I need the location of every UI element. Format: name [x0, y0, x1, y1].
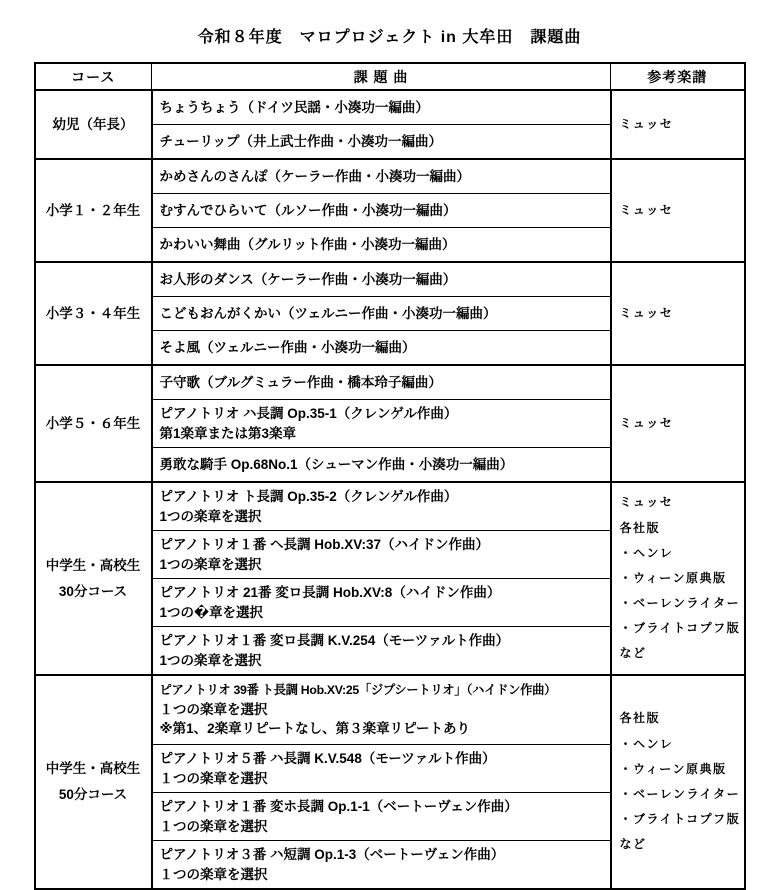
course-label: 30分コース — [58, 583, 128, 599]
reference-item: 各社版 — [619, 520, 661, 535]
piece-note: 1つの楽章を選択 — [159, 508, 262, 524]
piece-title: 勇敢な騎手 Op.68No.1（シューマン作曲・小湊功一編曲） — [159, 456, 514, 472]
reference-item: ・ブライトコプフ版 — [619, 812, 741, 827]
header-reference: 参考楽譜 — [611, 63, 745, 90]
reference-cell — [611, 675, 745, 889]
table-row — [35, 675, 745, 745]
piece-note: 1つの�章を選択 — [159, 604, 264, 620]
course-cell-50min — [35, 675, 152, 889]
piece-note: １つの楽章を選択 — [159, 866, 268, 882]
reference-cell — [611, 482, 745, 675]
course-label: 50分コース — [58, 787, 128, 802]
piece-cell — [152, 365, 611, 400]
course-cell-shogaku34 — [35, 262, 152, 365]
page-title: 令和８年度 マロプロジェクト in 大牟田 課題曲 — [197, 29, 582, 46]
table-row — [35, 482, 745, 531]
reference-item: ・ベーレンライター — [619, 596, 741, 611]
piece-title: チューリップ（井上武士作曲・小湊功一編曲） — [159, 133, 443, 149]
piece-title: むすんでひらいて（ルソー作曲・小湊功一編曲） — [159, 202, 457, 218]
course-label: 中学生・高校生 — [45, 557, 141, 573]
piece-note: 1つの楽章を選択 — [159, 556, 262, 572]
piece-cell — [152, 297, 611, 331]
piece-title: ピアノトリオ１番 変ロ長調 K.V.254（モーツァルト作曲） — [159, 633, 510, 649]
kadaikyoku-table — [34, 62, 746, 890]
reference-item: ミュッセ — [619, 495, 674, 510]
header-piece: 課 題 曲 — [152, 63, 611, 90]
piece-note: １つの楽章を選択 — [159, 701, 268, 717]
piece-title: ピアノトリオ５番 ハ長調 K.V.548（モーツァルト作曲） — [159, 751, 496, 767]
piece-cell — [152, 841, 611, 890]
piece-title: かわいい舞曲（グルリット作曲・小湊功一編曲） — [159, 236, 456, 252]
piece-cell — [152, 400, 611, 448]
course-label: 中学生・高校生 — [45, 761, 141, 777]
piece-title: こどもおんがくかい（ツェルニー作曲・小湊功一編曲） — [159, 305, 497, 321]
reference-cell — [611, 365, 745, 482]
piece-title: ピアノトリオ ハ長調 Op.35-1（クレンゲル作曲） — [159, 406, 458, 422]
course-cell-shogaku56 — [35, 365, 152, 482]
reference-item: など — [619, 837, 647, 852]
piece-title: 子守歌（ブルグミュラー作曲・橋本玲子編曲） — [159, 374, 442, 390]
piece-cell — [152, 448, 611, 483]
piece-note: ※第1、2楽章リピートなし、第３楽章リピートあり — [159, 720, 471, 736]
reference-item: ミュッセ — [619, 305, 674, 320]
piece-title: ピアノトリオ１番 ヘ長調 Hob.XV:37（ハイドン作曲） — [159, 537, 490, 553]
course-cell-30min — [35, 482, 152, 675]
piece-note: １つの楽章を選択 — [159, 818, 268, 834]
piece-cell — [152, 482, 611, 531]
header-row — [35, 63, 745, 90]
piece-cell — [152, 579, 611, 627]
table-row — [35, 159, 745, 194]
piece-title: ピアノトリオ 39番 ト長調 Hob.XV:25「ジプシートリオ」（ハイドン作曲） — [159, 683, 557, 698]
table-row — [35, 262, 745, 297]
piece-title: ピアノトリオ３番 ハ短調 Op.1-3（ベートーヴェン作曲） — [159, 847, 505, 863]
header-course: コース — [35, 63, 152, 90]
table-row — [35, 365, 745, 400]
piece-cell — [152, 331, 611, 366]
piece-cell — [152, 745, 611, 793]
piece-cell — [152, 125, 611, 160]
piece-cell — [152, 90, 611, 125]
reference-item: など — [619, 646, 647, 661]
piece-title: お人形のダンス（ケーラー作曲・小湊功一編曲） — [159, 271, 457, 287]
piece-note: 1つの楽章を選択 — [159, 652, 262, 668]
reference-cell — [611, 159, 745, 262]
reference-cell — [611, 90, 745, 159]
course-label: 小学１・２年生 — [45, 202, 141, 218]
course-label: 幼児（年長） — [52, 116, 134, 132]
piece-title: ピアノトリオ ト長調 Op.35-2（クレンゲル作曲） — [159, 489, 458, 505]
course-cell-shogaku12 — [35, 159, 152, 262]
course-label: 小学５・６年生 — [45, 415, 141, 431]
document-page — [0, 24, 779, 890]
piece-cell — [152, 194, 611, 228]
reference-item: ・ヘンレ — [619, 545, 674, 560]
piece-cell — [152, 675, 611, 745]
reference-item: 各社版 — [619, 711, 661, 726]
course-label: 小学３・４年生 — [45, 305, 141, 321]
reference-item: ・ブライトコプフ版 — [619, 621, 741, 636]
reference-item: ・ウィーン原典版 — [619, 570, 727, 585]
piece-cell — [152, 793, 611, 841]
reference-item: ミュッセ — [619, 415, 674, 430]
reference-item: ・ウィーン原典版 — [619, 761, 727, 776]
piece-cell — [152, 228, 611, 263]
piece-cell — [152, 627, 611, 676]
piece-title: ピアノトリオ１番 変ホ長調 Op.1-1（ベートーヴェン作曲） — [159, 799, 518, 815]
reference-item: ・ベーレンライター — [619, 787, 741, 801]
reference-item: ・ヘンレ — [619, 736, 674, 751]
piece-note: 第1楽章または第3楽章 — [159, 425, 297, 441]
piece-title: ちょうちょう（ドイツ民謡・小湊功一編曲） — [159, 99, 429, 115]
piece-cell — [152, 531, 611, 579]
table-row — [35, 90, 745, 125]
piece-cell — [152, 262, 611, 297]
piece-note: １つの楽章を選択 — [159, 770, 268, 786]
piece-title: ピアノトリオ 21番 変ロ長調 Hob.XV:8（ハイドン作曲） — [159, 585, 501, 601]
reference-item: ミュッセ — [619, 202, 674, 217]
reference-item: ミュッセ — [619, 116, 674, 131]
piece-title: そよ風（ツェルニー作曲・小湊功一編曲） — [159, 339, 416, 355]
piece-cell — [152, 159, 611, 194]
reference-cell — [611, 262, 745, 365]
piece-title: かめさんのさんぽ（ケーラー作曲・小湊功一編曲） — [159, 168, 470, 184]
course-cell-youji — [35, 90, 152, 159]
